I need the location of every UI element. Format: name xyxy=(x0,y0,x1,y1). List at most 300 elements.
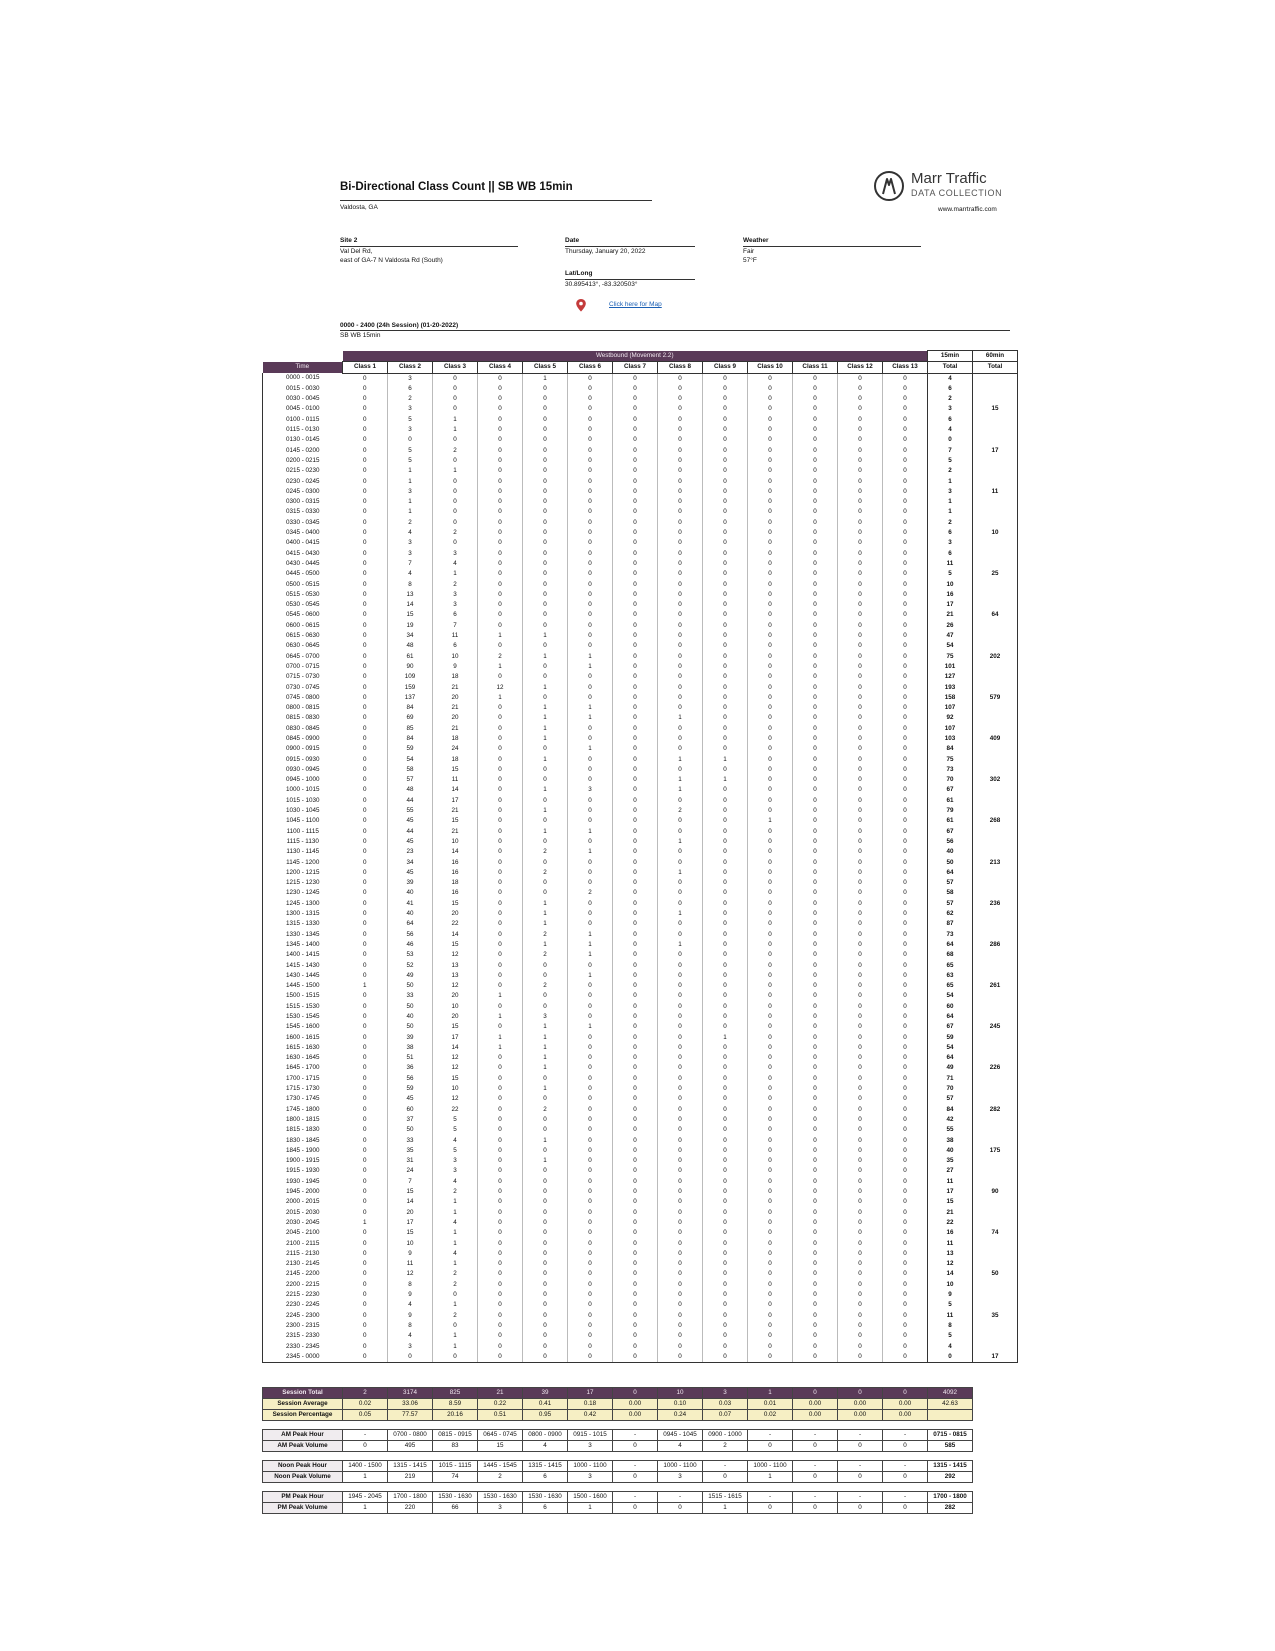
class-count-cell: 0 xyxy=(478,775,523,785)
class-count-cell: 0 xyxy=(658,1239,703,1249)
class-count-cell: 0 xyxy=(748,724,793,734)
class-count-cell: 0 xyxy=(838,415,883,425)
class-count-cell: 0 xyxy=(523,384,568,394)
class-count-cell: 0 xyxy=(703,538,748,548)
total-15min-cell: 55 xyxy=(928,1125,973,1135)
table-row xyxy=(263,1197,1018,1207)
class-count-cell: 0 xyxy=(883,672,928,682)
class-count-cell: 0 xyxy=(433,538,478,548)
class-count-cell: 0 xyxy=(703,1321,748,1331)
time-cell: 0130 - 0145 xyxy=(263,435,343,445)
class-count-cell: 40 xyxy=(388,1012,433,1022)
class-count-cell: 0 xyxy=(343,1239,388,1249)
class-count-cell: 0 xyxy=(343,683,388,693)
summary-cell: - xyxy=(838,1461,883,1472)
total-60min-cell xyxy=(973,373,1018,384)
class-count-cell: 9 xyxy=(388,1249,433,1259)
class-count-cell: 0 xyxy=(703,1197,748,1207)
class-count-cell: 0 xyxy=(793,631,838,641)
table-row xyxy=(263,1228,1018,1238)
total-15min-cell: 60 xyxy=(928,1002,973,1012)
class-count-cell: 0 xyxy=(568,610,613,620)
class-count-cell: 0 xyxy=(613,693,658,703)
class-count-cell: 0 xyxy=(343,507,388,517)
total-60min-cell xyxy=(973,1218,1018,1228)
session-total-row xyxy=(263,1388,973,1399)
class-count-cell: 0 xyxy=(838,1002,883,1012)
class-count-cell: 0 xyxy=(568,724,613,734)
table-row xyxy=(263,394,1018,404)
class-count-cell: 1 xyxy=(523,940,568,950)
class-count-cell: 1 xyxy=(388,507,433,517)
class-count-cell: 0 xyxy=(343,549,388,559)
movement-header: Westbound (Movement 2.2) xyxy=(343,351,928,362)
class-count-cell: 0 xyxy=(523,775,568,785)
class-count-cell: 0 xyxy=(838,477,883,487)
class-count-cell: 0 xyxy=(883,981,928,991)
total-15min-cell: 15 xyxy=(928,1197,973,1207)
class-count-cell: 0 xyxy=(343,477,388,487)
total-15min-cell: 50 xyxy=(928,858,973,868)
class-count-cell: 0 xyxy=(478,487,523,497)
class-header: Class 4 xyxy=(478,362,523,373)
class-count-cell: 0 xyxy=(613,477,658,487)
class-count-cell: 0 xyxy=(883,1136,928,1146)
class-count-cell: 0 xyxy=(613,1125,658,1135)
class-count-cell: 0 xyxy=(523,549,568,559)
class-count-cell: 0 xyxy=(478,1218,523,1228)
time-cell: 0300 - 0315 xyxy=(263,497,343,507)
class-count-cell: 0 xyxy=(478,1352,523,1363)
total-60min-cell: 64 xyxy=(973,610,1018,620)
class-count-cell: 0 xyxy=(703,1074,748,1084)
class-count-cell: 1 xyxy=(658,785,703,795)
total-60min-cell xyxy=(973,672,1018,682)
class-count-cell: 0 xyxy=(613,507,658,517)
class-count-cell: 0 xyxy=(793,1269,838,1279)
class-count-cell: 0 xyxy=(478,1136,523,1146)
class-count-cell: 0 xyxy=(748,950,793,960)
class-count-cell: 0 xyxy=(838,961,883,971)
class-count-cell: 0 xyxy=(658,652,703,662)
class-count-cell: 0 xyxy=(748,1269,793,1279)
class-count-cell: 0 xyxy=(568,806,613,816)
total-15min-cell: 107 xyxy=(928,703,973,713)
class-count-cell: 0 xyxy=(343,765,388,775)
class-count-cell: 0 xyxy=(658,1033,703,1043)
class-count-cell: 0 xyxy=(658,600,703,610)
class-count-cell: 0 xyxy=(703,425,748,435)
class-count-cell: 159 xyxy=(388,683,433,693)
class-count-cell: 0 xyxy=(793,950,838,960)
class-count-cell: 3 xyxy=(433,590,478,600)
class-count-cell: 0 xyxy=(793,1311,838,1321)
class-count-cell: 0 xyxy=(478,446,523,456)
summary-cell: 0 xyxy=(793,1388,838,1399)
class-header: Class 6 xyxy=(568,362,613,373)
table-row xyxy=(263,1115,1018,1125)
date-label: Date xyxy=(565,236,695,247)
total-60min-cell xyxy=(973,662,1018,672)
class-count-cell: 0 xyxy=(703,919,748,929)
table-row xyxy=(263,456,1018,466)
total-15min-cell: 64 xyxy=(928,868,973,878)
class-count-cell: 33 xyxy=(388,991,433,1001)
class-count-cell: 0 xyxy=(343,888,388,898)
table-row xyxy=(263,610,1018,620)
class-count-cell: 0 xyxy=(883,1342,928,1352)
class-count-cell: 7 xyxy=(388,1177,433,1187)
class-count-cell: 0 xyxy=(883,971,928,981)
class-count-cell: 0 xyxy=(793,1218,838,1228)
summary-cell: 0 xyxy=(613,1503,658,1514)
class-count-cell: 0 xyxy=(703,641,748,651)
summary-cell: 0.42 xyxy=(568,1410,613,1421)
class-count-cell: 0 xyxy=(748,961,793,971)
total-60min-cell xyxy=(973,1321,1018,1331)
class-count-cell: 0 xyxy=(478,827,523,837)
class-count-cell: 37 xyxy=(388,1115,433,1125)
class-count-cell: 0 xyxy=(748,693,793,703)
time-cell: 1700 - 1715 xyxy=(263,1074,343,1084)
summary-cell: 0 xyxy=(748,1503,793,1514)
class-count-cell: 0 xyxy=(613,1063,658,1073)
summary-cell: - xyxy=(793,1461,838,1472)
class-count-cell: 0 xyxy=(793,1094,838,1104)
title-rule xyxy=(340,200,652,201)
total-60min-cell xyxy=(973,425,1018,435)
class-count-cell: 0 xyxy=(523,580,568,590)
class-count-cell: 0 xyxy=(883,1084,928,1094)
class-count-cell: 0 xyxy=(343,641,388,651)
class-count-cell: 0 xyxy=(748,899,793,909)
class-count-cell: 0 xyxy=(343,384,388,394)
class-count-cell: 0 xyxy=(883,1269,928,1279)
class-count-cell: 0 xyxy=(793,487,838,497)
class-count-cell: 0 xyxy=(613,641,658,651)
class-count-cell: 0 xyxy=(343,755,388,765)
class-count-cell: 0 xyxy=(658,528,703,538)
class-count-cell: 0 xyxy=(748,713,793,723)
time-cell: 2300 - 2315 xyxy=(263,1321,343,1331)
class-count-cell: 0 xyxy=(343,1146,388,1156)
class-count-cell: 11 xyxy=(388,1259,433,1269)
class-count-cell: 5 xyxy=(388,446,433,456)
class-count-cell: 0 xyxy=(793,641,838,651)
total-60min-cell xyxy=(973,559,1018,569)
class-count-cell: 0 xyxy=(478,466,523,476)
class-count-cell: 0 xyxy=(748,394,793,404)
noon-peak-hour-row xyxy=(263,1461,973,1472)
class-count-cell: 22 xyxy=(433,919,478,929)
class-count-cell: 0 xyxy=(658,497,703,507)
class-count-cell: 0 xyxy=(703,1043,748,1053)
summary-cell: 0.00 xyxy=(793,1410,838,1421)
summary-cell: 2 xyxy=(703,1441,748,1452)
class-count-cell: 0 xyxy=(613,1105,658,1115)
time-cell: 2315 - 2330 xyxy=(263,1331,343,1341)
class-count-cell: 0 xyxy=(658,384,703,394)
total-60min-cell xyxy=(973,971,1018,981)
class-count-cell: 0 xyxy=(793,1136,838,1146)
class-count-cell: 0 xyxy=(703,1084,748,1094)
table-row xyxy=(263,1074,1018,1084)
class-count-cell: 0 xyxy=(838,785,883,795)
class-count-cell: 0 xyxy=(838,775,883,785)
time-cell: 2015 - 2030 xyxy=(263,1208,343,1218)
class-count-cell: 23 xyxy=(388,847,433,857)
class-count-cell: 0 xyxy=(523,1166,568,1176)
class-count-cell: 1 xyxy=(478,1043,523,1053)
class-count-cell: 0 xyxy=(568,899,613,909)
summary-cell: 39 xyxy=(523,1388,568,1399)
class-count-cell: 0 xyxy=(478,1146,523,1156)
table-row xyxy=(263,1084,1018,1094)
class-count-cell: 0 xyxy=(748,1074,793,1084)
summary-cell: 1 xyxy=(343,1503,388,1514)
class-count-cell: 56 xyxy=(388,1074,433,1084)
class-count-cell: 1 xyxy=(658,755,703,765)
class-count-cell: 90 xyxy=(388,662,433,672)
table-row xyxy=(263,1352,1018,1363)
class-count-cell: 0 xyxy=(613,631,658,641)
total-15min-cell: 70 xyxy=(928,1084,973,1094)
class-count-cell: 0 xyxy=(478,1311,523,1321)
total-15min-cell: 54 xyxy=(928,641,973,651)
class-count-cell: 0 xyxy=(793,971,838,981)
class-count-cell: 1 xyxy=(568,713,613,723)
class-count-cell: 0 xyxy=(613,621,658,631)
class-count-cell: 0 xyxy=(838,1342,883,1352)
class-count-cell: 0 xyxy=(568,600,613,610)
class-count-cell: 1 xyxy=(478,693,523,703)
report-title: Bi-Directional Class Count || SB WB 15min xyxy=(340,181,573,193)
class-count-cell: 0 xyxy=(568,919,613,929)
class-count-cell: 0 xyxy=(883,806,928,816)
class-count-cell: 0 xyxy=(748,703,793,713)
class-count-cell: 0 xyxy=(703,384,748,394)
time-cell: 0015 - 0030 xyxy=(263,384,343,394)
total-60min-cell xyxy=(973,785,1018,795)
total-60min-cell xyxy=(973,549,1018,559)
class-header: Class 8 xyxy=(658,362,703,373)
class-count-cell: 0 xyxy=(478,981,523,991)
total-15min-cell: 2 xyxy=(928,466,973,476)
summary-cell: 1015 - 1115 xyxy=(433,1461,478,1472)
class-count-cell: 0 xyxy=(838,497,883,507)
class-count-cell: 0 xyxy=(568,816,613,826)
class-count-cell: 0 xyxy=(478,765,523,775)
class-count-cell: 0 xyxy=(343,1197,388,1207)
time-cell: 0615 - 0630 xyxy=(263,631,343,641)
company-url[interactable]: www.marrtraffic.com xyxy=(938,206,997,213)
class-count-cell: 0 xyxy=(523,765,568,775)
class-count-cell: 0 xyxy=(838,466,883,476)
class-count-cell: 0 xyxy=(703,868,748,878)
class-count-cell: 0 xyxy=(523,816,568,826)
class-count-cell: 0 xyxy=(703,909,748,919)
class-count-cell: 0 xyxy=(523,1187,568,1197)
class-count-cell: 0 xyxy=(388,435,433,445)
class-count-cell: 0 xyxy=(478,724,523,734)
class-count-cell: 0 xyxy=(748,1321,793,1331)
class-count-cell: 0 xyxy=(703,580,748,590)
class-count-cell: 0 xyxy=(658,373,703,384)
class-count-cell: 0 xyxy=(478,507,523,517)
class-count-cell: 0 xyxy=(748,837,793,847)
class-count-cell: 0 xyxy=(883,446,928,456)
class-count-cell: 16 xyxy=(433,868,478,878)
class-count-cell: 0 xyxy=(838,1197,883,1207)
class-count-cell: 0 xyxy=(703,1002,748,1012)
class-count-cell: 0 xyxy=(658,507,703,517)
time-cell: 1615 - 1630 xyxy=(263,1043,343,1053)
class-count-cell: 0 xyxy=(523,971,568,981)
total-15min-cell: 54 xyxy=(928,1043,973,1053)
map-link[interactable]: Click here for Map xyxy=(609,301,662,308)
class-count-cell: 0 xyxy=(613,1156,658,1166)
class-count-cell: 0 xyxy=(658,477,703,487)
class-count-cell: 0 xyxy=(748,1197,793,1207)
class-count-cell: 0 xyxy=(478,1002,523,1012)
class-count-cell: 0 xyxy=(568,1002,613,1012)
class-count-cell: 0 xyxy=(478,816,523,826)
class-count-cell: 0 xyxy=(613,724,658,734)
time-cell: 1445 - 1500 xyxy=(263,981,343,991)
table-row xyxy=(263,1321,1018,1331)
time-cell: 0330 - 0345 xyxy=(263,518,343,528)
summary-cell: - xyxy=(793,1492,838,1503)
class-count-cell: 0 xyxy=(613,1249,658,1259)
time-cell: 1645 - 1700 xyxy=(263,1063,343,1073)
total-60min-cell xyxy=(973,394,1018,404)
summary-cell: 17 xyxy=(568,1388,613,1399)
class-count-cell: 0 xyxy=(703,394,748,404)
class-count-cell: 0 xyxy=(613,1269,658,1279)
class-count-cell: 0 xyxy=(793,1105,838,1115)
total-60min-cell xyxy=(973,1043,1018,1053)
table-row xyxy=(263,1249,1018,1259)
class-count-cell: 0 xyxy=(658,1156,703,1166)
class-count-cell: 14 xyxy=(388,600,433,610)
class-count-cell: 0 xyxy=(523,991,568,1001)
class-count-cell: 0 xyxy=(568,631,613,641)
row-label: Noon Peak Volume xyxy=(263,1472,343,1483)
class-count-cell: 0 xyxy=(883,1311,928,1321)
class-count-cell: 0 xyxy=(478,919,523,929)
total-60min-cell: 261 xyxy=(973,981,1018,991)
class-count-cell: 0 xyxy=(838,394,883,404)
class-count-cell: 0 xyxy=(658,991,703,1001)
summary-cell: 1315 - 1415 xyxy=(928,1461,973,1472)
class-count-cell: 0 xyxy=(748,404,793,414)
class-count-cell: 0 xyxy=(748,1352,793,1363)
class-count-cell: 1 xyxy=(523,1084,568,1094)
class-count-cell: 1 xyxy=(433,425,478,435)
summary-cell: 0715 - 0815 xyxy=(928,1430,973,1441)
table-row xyxy=(263,1208,1018,1218)
class-count-cell: 0 xyxy=(523,538,568,548)
class-count-cell: 0 xyxy=(658,1311,703,1321)
time-cell: 1845 - 1900 xyxy=(263,1146,343,1156)
site-block xyxy=(340,236,518,265)
class-count-cell: 0 xyxy=(838,1084,883,1094)
class-count-cell: 0 xyxy=(748,755,793,765)
class-count-cell: 0 xyxy=(838,899,883,909)
total-15min-cell: 84 xyxy=(928,744,973,754)
summary-cell: 3174 xyxy=(388,1388,433,1399)
class-count-cell: 0 xyxy=(343,724,388,734)
class-count-cell: 1 xyxy=(568,971,613,981)
class-count-cell: 0 xyxy=(343,1012,388,1022)
class-count-cell: 0 xyxy=(793,837,838,847)
class-count-cell: 0 xyxy=(793,961,838,971)
class-count-cell: 2 xyxy=(433,1311,478,1321)
summary-cell: 1700 - 1800 xyxy=(928,1492,973,1503)
total-60min-cell xyxy=(973,1259,1018,1269)
class-count-cell: 0 xyxy=(748,507,793,517)
class-count-cell: 0 xyxy=(613,1115,658,1125)
class-count-cell: 0 xyxy=(838,1063,883,1073)
class-count-cell: 0 xyxy=(658,744,703,754)
class-count-cell: 0 xyxy=(748,858,793,868)
class-count-cell: 0 xyxy=(883,1022,928,1032)
class-count-cell: 0 xyxy=(478,1094,523,1104)
class-count-cell: 0 xyxy=(793,456,838,466)
total-60min-cell xyxy=(973,1208,1018,1218)
class-count-cell: 0 xyxy=(343,1002,388,1012)
class-count-cell: 15 xyxy=(433,1074,478,1084)
table-row xyxy=(263,1033,1018,1043)
class-count-cell: 0 xyxy=(883,1218,928,1228)
class-count-cell: 0 xyxy=(658,950,703,960)
map-pin-icon xyxy=(575,298,587,313)
class-count-cell: 0 xyxy=(838,641,883,651)
class-count-cell: 0 xyxy=(568,981,613,991)
time-cell: 0400 - 0415 xyxy=(263,538,343,548)
total-60min-cell xyxy=(973,806,1018,816)
class-count-cell: 0 xyxy=(838,590,883,600)
time-cell: 1900 - 1915 xyxy=(263,1156,343,1166)
time-cell: 0915 - 0930 xyxy=(263,755,343,765)
class-count-cell: 0 xyxy=(478,559,523,569)
class-count-cell: 0 xyxy=(568,1084,613,1094)
class-count-cell: 0 xyxy=(658,693,703,703)
table-row xyxy=(263,755,1018,765)
class-count-cell: 0 xyxy=(793,1156,838,1166)
class-count-cell: 0 xyxy=(568,497,613,507)
total-60min-cell: 74 xyxy=(973,1228,1018,1238)
table-row xyxy=(263,1290,1018,1300)
class-count-cell: 0 xyxy=(883,652,928,662)
class-count-cell: 0 xyxy=(343,1022,388,1032)
class-count-cell: 0 xyxy=(703,404,748,414)
class-count-cell: 0 xyxy=(793,415,838,425)
class-count-cell: 1 xyxy=(703,775,748,785)
class-count-cell: 0 xyxy=(883,559,928,569)
class-count-cell: 0 xyxy=(613,1002,658,1012)
class-count-cell: 0 xyxy=(658,569,703,579)
class-count-cell: 0 xyxy=(793,652,838,662)
class-count-cell: 0 xyxy=(523,796,568,806)
table-row xyxy=(263,703,1018,713)
total-60min-cell: 409 xyxy=(973,734,1018,744)
class-count-cell: 0 xyxy=(568,415,613,425)
total-60min-cell xyxy=(973,435,1018,445)
class-count-cell: 0 xyxy=(703,1115,748,1125)
class-count-cell: 0 xyxy=(793,930,838,940)
class-count-cell: 0 xyxy=(883,837,928,847)
